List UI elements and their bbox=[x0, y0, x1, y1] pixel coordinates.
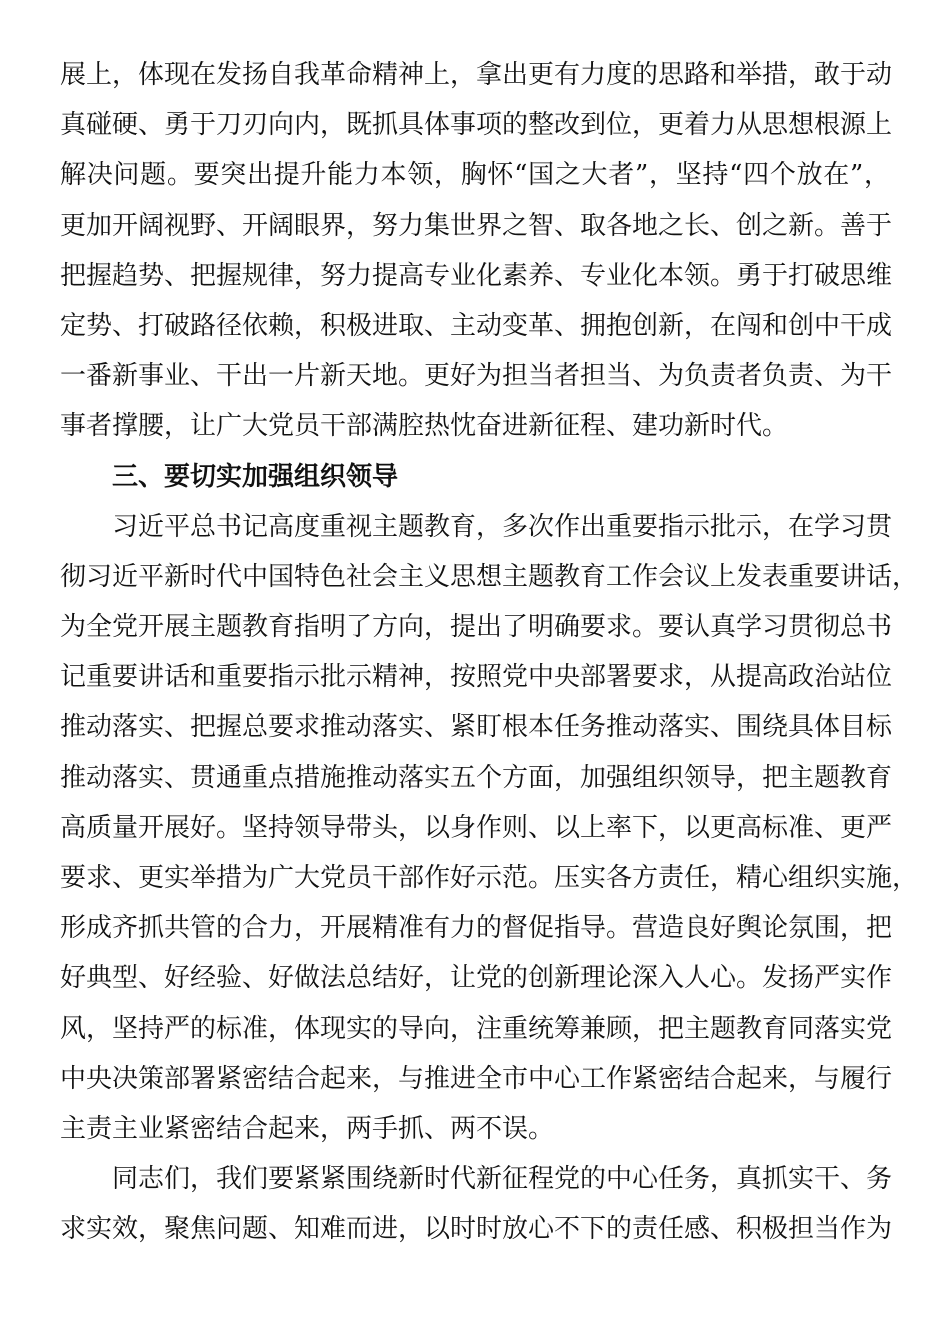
text-line: 好典型、好经验、好做法总结好，让党的创新理论深入人心。发扬严实作 bbox=[60, 963, 893, 994]
text-line: 解决问题。要突出提升能力本领，胸怀“国之大者”，坚持“四个放在”， bbox=[60, 160, 890, 191]
text-line: 中央决策部署紧密结合起来，与推进全市中心工作紧密结合起来，与履行 bbox=[60, 1063, 893, 1094]
text-line: 习近平总书记高度重视主题教育，多次作出重要指示批示，在学习贯 bbox=[112, 511, 893, 542]
text-line: 把握趋势、把握规律，努力提高专业化素养、专业化本领。勇于打破思维 bbox=[60, 260, 893, 291]
paragraph-closing bbox=[60, 1154, 893, 1254]
text-line: 展上，体现在发扬自我革命精神上，拿出更有力度的思路和举措，敢于动 bbox=[60, 60, 893, 90]
section-heading: 三、要切实加强组织领导 bbox=[112, 461, 399, 492]
text-line: 真碰硬、勇于刀刃向内，既抓具体事项的整改到位，更着力从思想根源上 bbox=[60, 110, 893, 141]
text-line: 主责主业紧密结合起来，两手抓、两不误。 bbox=[60, 1113, 555, 1144]
paragraph-continued bbox=[60, 50, 893, 452]
text-line: 高质量开展好。坚持领导带头，以身作则、以上率下，以更高标准、更严 bbox=[60, 812, 893, 843]
text-line: 一番新事业、干出一片新天地。更好为担当者担当、为负责者负责、为干 bbox=[60, 361, 893, 392]
text-line: 风，坚持严的标准，体现实的导向，注重统筹兼顾，把主题教育同落实党 bbox=[60, 1013, 893, 1044]
paragraph-organization-leadership bbox=[60, 502, 919, 1154]
document-page bbox=[60, 50, 919, 1255]
text-line: 要求、更实举措为广大党员干部作好示范。压实各方责任，精心组织实施， bbox=[60, 863, 919, 893]
text-line: 为全党开展主题教育指明了方向，提出了明确要求。要认真学习贯彻总书 bbox=[60, 612, 893, 643]
text-line: 记重要讲话和重要指示批示精神，按照党中央部署要求，从提高政治站位 bbox=[60, 662, 893, 693]
text-line: 形成齐抓共管的合力，开展精准有力的督促指导。营造良好舆论氛围，把 bbox=[60, 913, 893, 944]
text-line: 求实效，聚焦问题、知难而进，以时时放心不下的责任感、积极担当作为 bbox=[60, 1214, 893, 1245]
text-line: 彻习近平新时代中国特色社会主义思想主题教育工作会议上发表重要讲话， bbox=[60, 561, 919, 592]
text-line: 更加开阔视野、开阔眼界，努力集世界之智、取各地之长、创之新。善于 bbox=[60, 210, 893, 241]
text-line: 推动落实、把握总要求推动落实、紧盯根本任务推动落实、围绕具体目标 bbox=[60, 712, 893, 743]
text-line: 事者撑腰，让广大党员干部满腔热忱奋进新征程、建功新时代。 bbox=[60, 411, 789, 442]
text-line: 推动落实、贯通重点措施推动落实五个方面，加强组织领导，把主题教育 bbox=[60, 762, 893, 793]
text-line: 同志们，我们要紧紧围绕新时代新征程党的中心任务，真抓实干、务 bbox=[112, 1164, 893, 1195]
text-line: 定势、打破路径依赖，积极进取、主动变革、拥抱创新，在闯和创中干成 bbox=[60, 310, 893, 341]
